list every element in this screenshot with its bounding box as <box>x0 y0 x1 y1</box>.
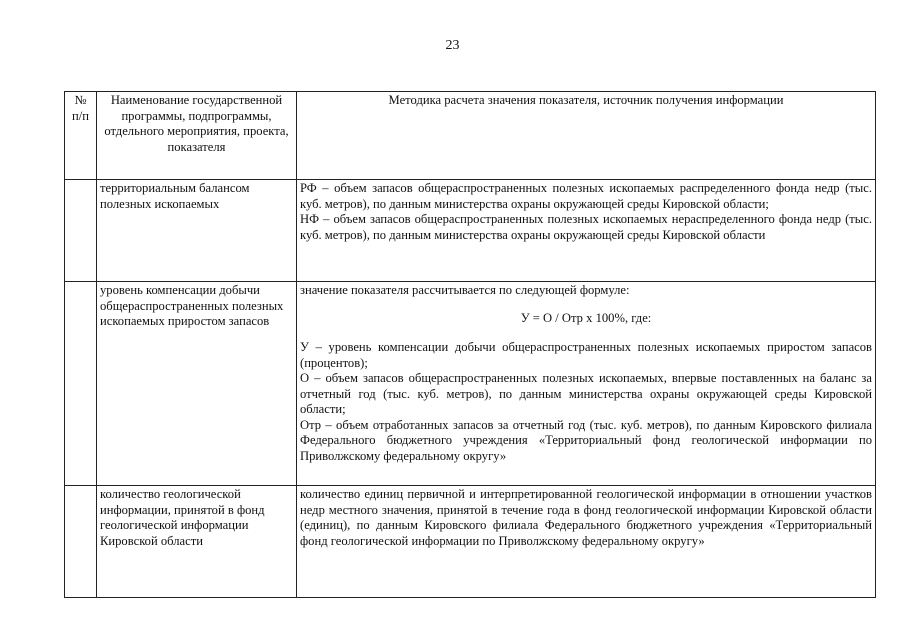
method-paragraph: У – уровень компенсации добычи общераспространенных полезных ископаемых приростом запасов (процентов); <box>300 340 872 370</box>
table-row <box>65 486 876 598</box>
method-intro: значение показателя рассчитывается по следующей формуле: <box>300 283 630 297</box>
indicator-name: количество геологической информации, принятой в фонд геологической информации Кировской области <box>97 486 297 598</box>
table-row <box>65 282 876 486</box>
method-paragraph: количество единиц первичной и интерпретированной геологической информации в отношении участков недр местного значения, принятой в течение года в фонд геологической информации Кировской области (единиц), по данным Кировского филиала Федерального бюджетного учреждения «Территориальный фонд геологической информации по Приволжскому федеральному округу» <box>300 487 872 548</box>
methodology-table <box>64 91 876 598</box>
indicator-name: территориальным балансом полезных ископаемых <box>97 180 297 282</box>
formula: У = О / Отр х 100%, где: <box>520 310 652 325</box>
table-header-row <box>65 92 876 180</box>
method-paragraph: РФ – объем запасов общераспространенных полезных ископаемых распределенного фонда недр (тыс. куб. метров), по данным министерства охраны окружающей среды Кировской области; <box>300 181 872 211</box>
indicator-name: уровень компенсации добычи общераспространенных полезных ископаемых приростом запасов <box>97 282 297 486</box>
row-number <box>65 282 97 486</box>
row-number <box>65 486 97 598</box>
method-paragraph: Отр – объем отработанных запасов за отчетный год (тыс. куб. метров), по данным Кировского филиала Федерального бюджетного учреждения «Территориальный фонд геологической информации по Приволжскому федеральному округу» <box>300 417 872 463</box>
method-cell <box>297 486 876 598</box>
method-cell <box>297 282 876 486</box>
row-number <box>65 180 97 282</box>
table-row <box>65 180 876 282</box>
header-name: Наименование государственной программы, подпрограммы, отдельного мероприятия, проекта, показателя <box>97 92 297 180</box>
method-cell <box>297 180 876 282</box>
method-paragraph: НФ – объем запасов общераспространенных полезных ископаемых нераспределенного фонда недр (тыс. куб. метров), по данным министерства охраны окружающей среды Кировской области <box>300 212 872 242</box>
header-number: № п/п <box>65 92 97 180</box>
page-number: 23 <box>445 38 460 53</box>
header-method: Методика расчета значения показателя, источник получения информации <box>297 92 876 180</box>
method-paragraph: О – объем запасов общераспространенных полезных ископаемых, впервые поставленных на баланс за отчетный год (тыс. куб. метров), по данным министерства охраны окружающей среды Кировской области; <box>300 371 872 416</box>
